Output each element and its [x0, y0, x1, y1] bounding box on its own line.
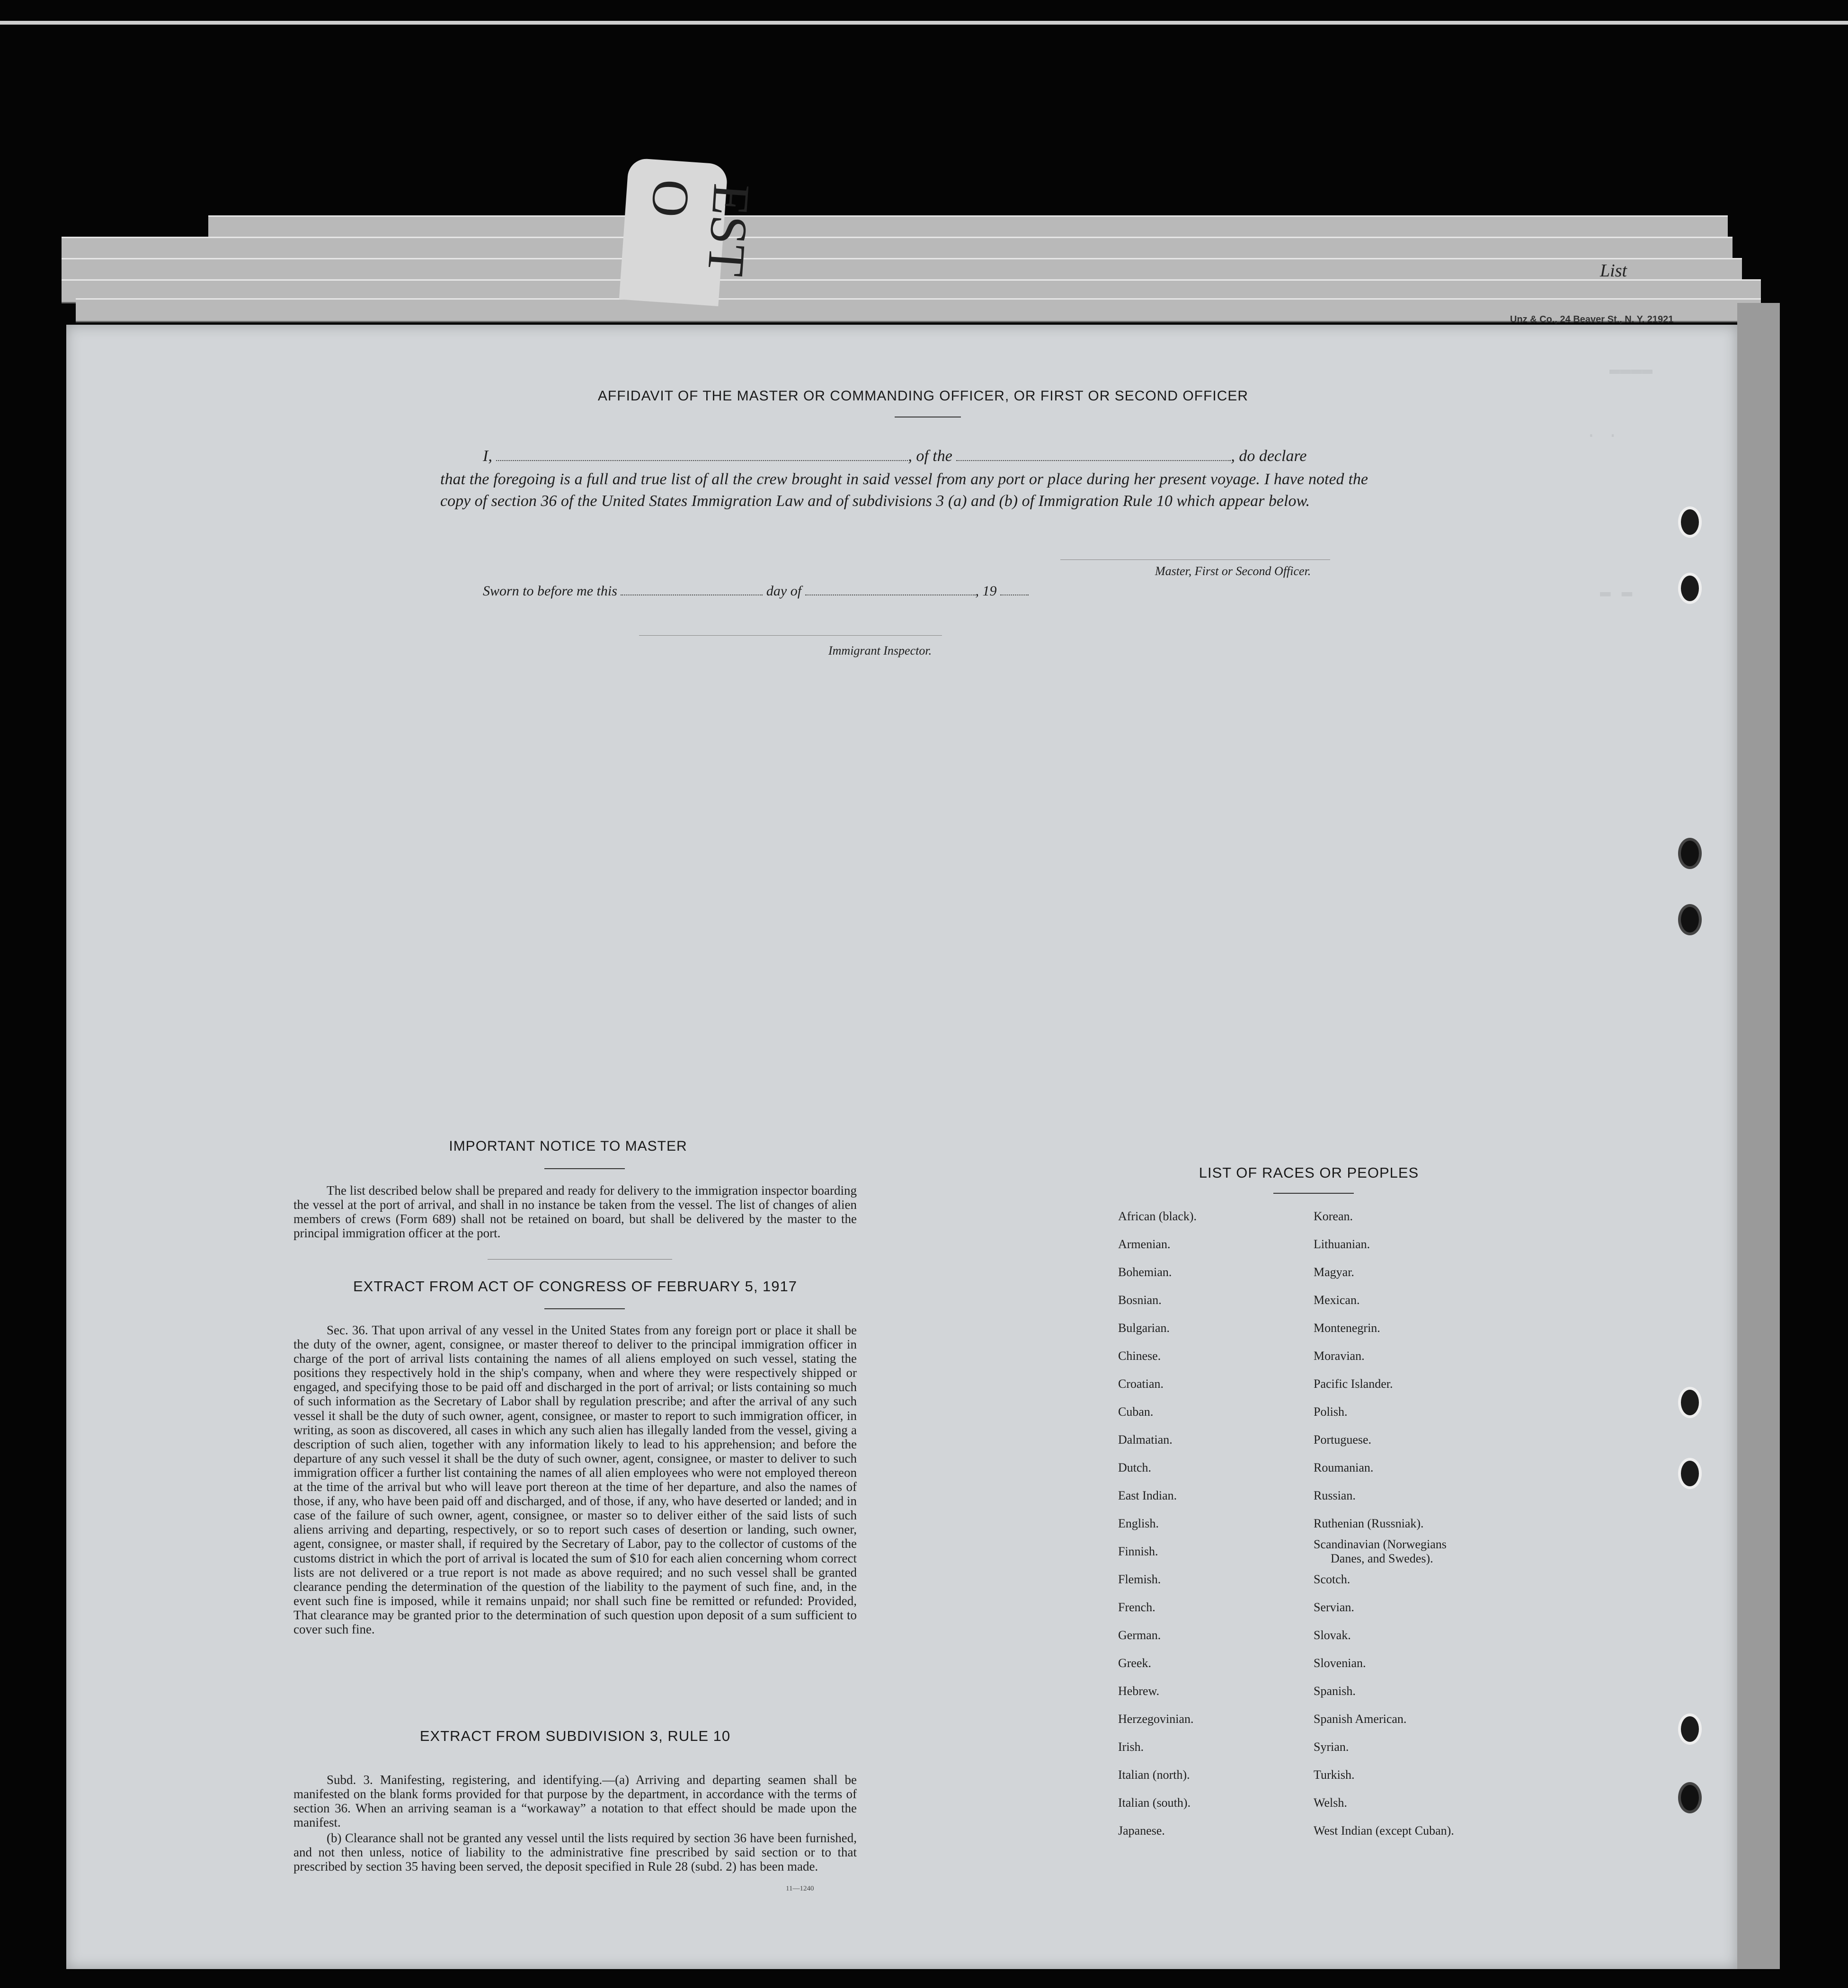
punch-hole — [1678, 506, 1702, 538]
race-item: Danes, and Swedes). — [1331, 1552, 1433, 1565]
race-item: Slovenian. — [1314, 1656, 1366, 1670]
race-item: Bosnian. — [1118, 1293, 1162, 1307]
printer-mark: Unz & Co., 24 Beaver St., N. Y. 21921 — [1510, 314, 1674, 325]
race-item: Italian (south). — [1118, 1796, 1191, 1810]
extract1-title-rule — [544, 1308, 625, 1309]
race-item: Syrian. — [1314, 1740, 1349, 1754]
race-item: Scotch. — [1314, 1572, 1350, 1586]
master-signature-label: Master, First or Second Officer. — [1155, 564, 1311, 578]
notice-title: IMPORTANT NOTICE TO MASTER — [449, 1138, 687, 1154]
index-tab — [619, 158, 761, 306]
race-item: Moravian. — [1314, 1349, 1365, 1363]
race-item: Servian. — [1314, 1600, 1354, 1614]
form-number: 11—1240 — [786, 1885, 814, 1892]
affidavit-of-the: , of the — [908, 447, 952, 465]
page-edge-strip — [1737, 303, 1780, 1969]
extract2-title: EXTRACT FROM SUBDIVISION 3, RULE 10 — [419, 1728, 731, 1744]
punch-hole — [1678, 904, 1702, 935]
affidavit-line1 — [483, 447, 1373, 465]
race-item: Irish. — [1118, 1740, 1144, 1754]
race-item: Slovak. — [1314, 1628, 1351, 1642]
race-item: Herzegovinian. — [1118, 1712, 1194, 1726]
notice-body: The list described below shall be prepared and ready for delivery to the immigration inspector boarding the vessel at the port of arrival, and shall in no instance be taken from the vessel. The list of changes of alien members of crews (Form 689) shall not be retained on board, but shall be delivered by the master to the principal immigration officer at the port. — [293, 1183, 857, 1240]
races-column-2 — [1314, 1202, 1454, 1845]
race-item: Italian (north). — [1118, 1768, 1190, 1782]
races-title-rule — [1273, 1193, 1354, 1194]
punch-hole — [1678, 1458, 1702, 1489]
affidavit-i: I, — [483, 447, 492, 465]
race-item: Cuban. — [1118, 1405, 1154, 1419]
race-item: English. — [1118, 1517, 1159, 1530]
punch-hole — [1678, 1782, 1702, 1813]
punch-hole — [1678, 1387, 1702, 1418]
race-item: Croatian. — [1118, 1377, 1164, 1391]
race-item: East Indian. — [1118, 1489, 1177, 1502]
bleed-through-text: · · — [1586, 426, 1618, 446]
extract2-para-b: (b) Clearance shall not be granted any vessel until the lists required by section 36 have been furnished, and not then unless, notice of liability to the administrative fine prescribed by said section or to that prescribed by section 35 having been served, the deposit specified in Rule 28 (subd. 2) has been made. — [293, 1831, 857, 1873]
race-item: Portuguese. — [1314, 1433, 1372, 1447]
vessel-field[interactable] — [956, 460, 1231, 461]
extract1-body: Sec. 36. That upon arrival of any vessel in the United States from any foreign port or place it shall be the duty of the owner, agent, consignee, or master thereof to deliver to the principal immigration officer in charge of the port of arrival lists containing the names of all aliens employed on such vessel, stating the positions they respectively hold in the ship's company, when and where they were respectively shipped or engaged, and specifying those to be paid off and discharged in the port of arrival; or lists containing so much of such information as the Secretary of Labor shall by regulation prescribe; and after the arrival of any such vessel it shall be the duty of such owner, agent, consignee, or master to report to such immigration officer, in writing, as soon as discovered, all cases in which any such alien has illegally landed from the vessel, giving a description of such alien, together with any information likely to lead to his apprehension; and before the departure of any such vessel it shall be the duty of such owner, agent, consignee, or master to deliver to such immigration officer a further list containing the names of all alien employees who were not employed thereon at the time of the arrival but who will leave port thereon at the time of her departure, and also the names of those, if any, who have been paid off and discharged, and of those, if any, who have deserted or landed; and in case of the failure of such owner, agent, consignee, or master so to deliver either of the said lists of such aliens arriving and departing, respectively, or so to report such cases of desertion or landing, such owner, agent, consignee, or master shall, if required by the Secretary of Labor, pay to the collector of customs of the customs district in which the port of arrival is located the sum of $10 for each alien concerning whom correct lists are not delivered or a true report is not made as above required; and no such vessel shall be granted clearance pending the determination of the question of the liability to the payment of such fine, and, in the event such fine is imposed, while it remains unpaid; nor shall such fine be remitted or refunded: Provided, That clearance may be granted prior to the determination of such question upon deposit of a sum sufficient to cover such fine. — [293, 1323, 857, 1636]
races-title: LIST OF RACES OR PEOPLES — [1199, 1164, 1419, 1181]
race-item: Lithuanian. — [1314, 1237, 1370, 1251]
race-item: Dutch. — [1118, 1461, 1152, 1474]
race-item: Scandinavian (Norwegians — [1314, 1537, 1447, 1551]
race-item: Dalmatian. — [1118, 1433, 1173, 1447]
punch-hole — [1678, 1713, 1702, 1745]
race-item: Magyar. — [1314, 1265, 1354, 1279]
race-item: Polish. — [1314, 1405, 1348, 1419]
race-item: Pacific Islander. — [1314, 1377, 1393, 1391]
race-item: Japanese. — [1118, 1824, 1165, 1837]
master-signature-line — [1060, 559, 1330, 560]
race-item: French. — [1118, 1600, 1155, 1614]
race-item: Spanish American. — [1314, 1712, 1407, 1726]
scanner-edge-line — [0, 21, 1848, 25]
race-item: Chinese. — [1118, 1349, 1161, 1363]
race-item: Armenian. — [1118, 1237, 1171, 1251]
punch-hole — [1678, 838, 1702, 869]
sworn-text: Sworn to before me this — [483, 583, 617, 599]
notice-title-rule — [544, 1168, 625, 1169]
bleed-through-text: ▬▬▬▬ — [1609, 360, 1653, 380]
sworn-line — [483, 583, 1029, 599]
bleed-through-text: ▬ ▬ — [1600, 582, 1633, 603]
race-item: Bohemian. — [1118, 1265, 1172, 1279]
inspector-signature-line — [639, 635, 942, 636]
year-text: , 19 — [975, 583, 997, 599]
name-field[interactable] — [496, 460, 908, 461]
race-item: Turkish. — [1314, 1768, 1355, 1782]
race-item: Welsh. — [1314, 1796, 1347, 1810]
index-tab-text: EST O — [640, 178, 761, 277]
affidavit-title: AFFIDAVIT OF THE MASTER OR COMMANDING OFFICER, OR FIRST OR SECOND OFFICER — [597, 388, 1249, 404]
race-item: Montenegrin. — [1314, 1321, 1380, 1335]
document-page — [66, 325, 1737, 1969]
race-item: Roumanian. — [1314, 1461, 1374, 1474]
extract2-para-a: Subd. 3. Manifesting, registering, and identifying.—(a) Arriving and departing seamen shall be manifested on the blank forms provided for that purpose by the department, in accordance with the terms of section 36. When an arriving seaman is a “workaway” a notation to that effect should be made upon the manifest. — [293, 1773, 857, 1829]
race-item: Korean. — [1314, 1209, 1353, 1223]
race-item: Hebrew. — [1118, 1684, 1160, 1698]
affidavit-body: that the foregoing is a full and true list of all the crew brought in said vessel from any port or place during her present voyage. I have noted the copy of section 36 of the United States Immigration Law and of subdivisions 3 (a) and (b) of Immigration Rule 10 which appear below. — [440, 470, 1368, 510]
race-item: Spanish. — [1314, 1684, 1356, 1698]
day-of-text: day of — [766, 583, 802, 599]
race-item: Russian. — [1314, 1489, 1356, 1502]
list-label: List — [1600, 261, 1627, 281]
race-item: German. — [1118, 1628, 1161, 1642]
extract1-title: EXTRACT FROM ACT OF CONGRESS OF FEBRUARY 5, 1917 — [353, 1278, 798, 1295]
punch-hole — [1678, 573, 1702, 604]
inspector-signature-label: Immigrant Inspector. — [828, 644, 932, 657]
race-item: Ruthenian (Russniak). — [1314, 1517, 1424, 1530]
race-item: African (black). — [1118, 1209, 1197, 1223]
races-column-1 — [1118, 1202, 1197, 1845]
race-item: West Indian (except Cuban). — [1314, 1824, 1454, 1837]
race-item: Bulgarian. — [1118, 1321, 1170, 1335]
race-item: Flemish. — [1118, 1572, 1161, 1586]
notice-divider — [488, 1259, 672, 1260]
race-item: Finnish. — [1118, 1544, 1158, 1558]
affidavit-declare: , do declare — [1231, 447, 1307, 465]
race-item: Mexican. — [1314, 1293, 1360, 1307]
underlying-page — [76, 298, 1761, 322]
race-item: Greek. — [1118, 1656, 1152, 1670]
